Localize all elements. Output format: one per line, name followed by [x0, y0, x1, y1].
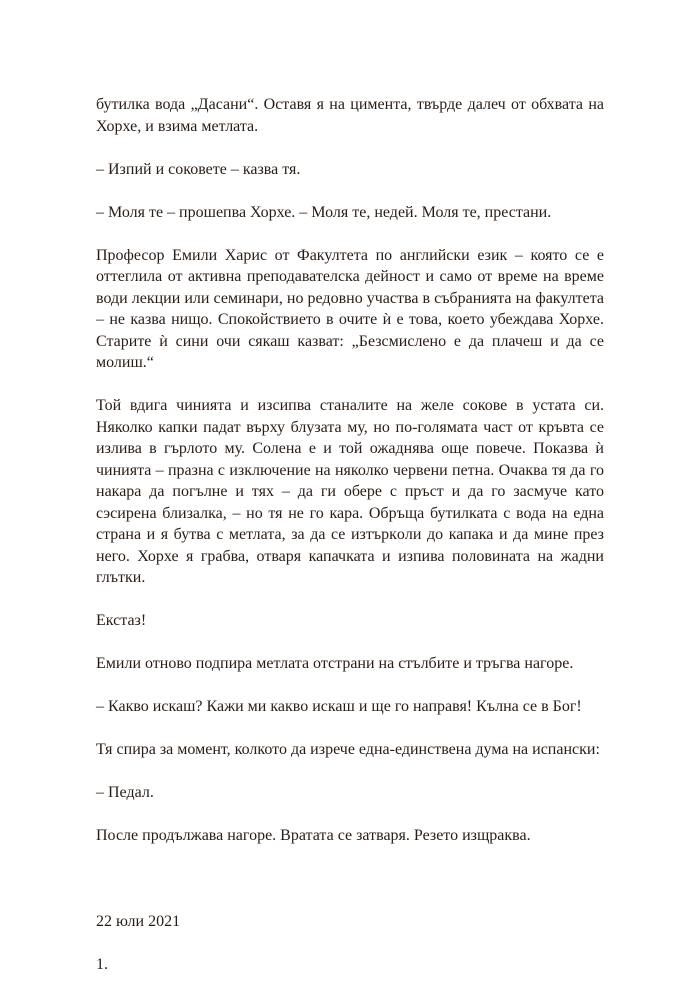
paragraph-1: бутилка вода „Дасани“. Оставя я на цимента, твърде далеч от обхвата на Хорхе, и взима метлата. — [96, 96, 604, 135]
list-marker: 1. — [96, 956, 108, 973]
paragraph-6: Екстаз! — [96, 612, 147, 629]
date-line: 22 юли 2021 — [96, 913, 181, 930]
paragraph-4: Професор Емили Харис от Факултета по английски език – която се е оттеглила от активна преподавателска дейност и само от време на време води лекции или семинари, но редовно участва в събранията на факултета – не казва нищо. Спокойствието в очите ѝ е това, което убеждава Хорхе. Старите ѝ сини очи сякаш казват: „Безсмислено е да плачеш и да се молиш.“ — [96, 246, 604, 371]
paragraph-9: Тя спира за момент, колкото да изрече една-единствена дума на испански: — [96, 741, 600, 758]
paragraph-11: После продължава нагоре. Вратата се затваря. Резето изщраква. — [96, 827, 531, 844]
paragraph-7: Емили отново подпира метлата отстрани на стълбите и тръгва нагоре. — [96, 655, 574, 672]
paragraph-2: – Изпий и соковете – казва тя. — [96, 160, 301, 178]
paragraph-3: – Моля те – прошепва Хорхе. – Моля те, недей. Моля те, престани. — [96, 203, 552, 221]
paragraph-10: – Педал. — [96, 784, 154, 801]
paragraph-8: – Какво искаш? Кажи ми какво искаш и ще го направя! Кълна се в Бог! — [96, 698, 582, 715]
body-text — [96, 94, 604, 997]
paragraph-5: Той вдига чинията и изсипва станалите на желе сокове в устата си. Няколко капки падат върху блузата му, но по-голямата част от кръвта се излива в гърлото му. Солена е и той ожаднява още повече. Показва ѝ чинията – празна с изключение на няколко червени петна. Очаква тя да го накара да погълне и тях – да ги обере с пръст и да го засмуче като сэсирена близалка, – но тя не го кара. Обръща бутилката с вода на една страна и я бутва с метлата, за да се изтъркoли до капака и да мине през него. Хорхе я грабва, отваря капачката и изпива половината на жадни глътки. — [96, 397, 604, 586]
spacer — [96, 868, 604, 911]
